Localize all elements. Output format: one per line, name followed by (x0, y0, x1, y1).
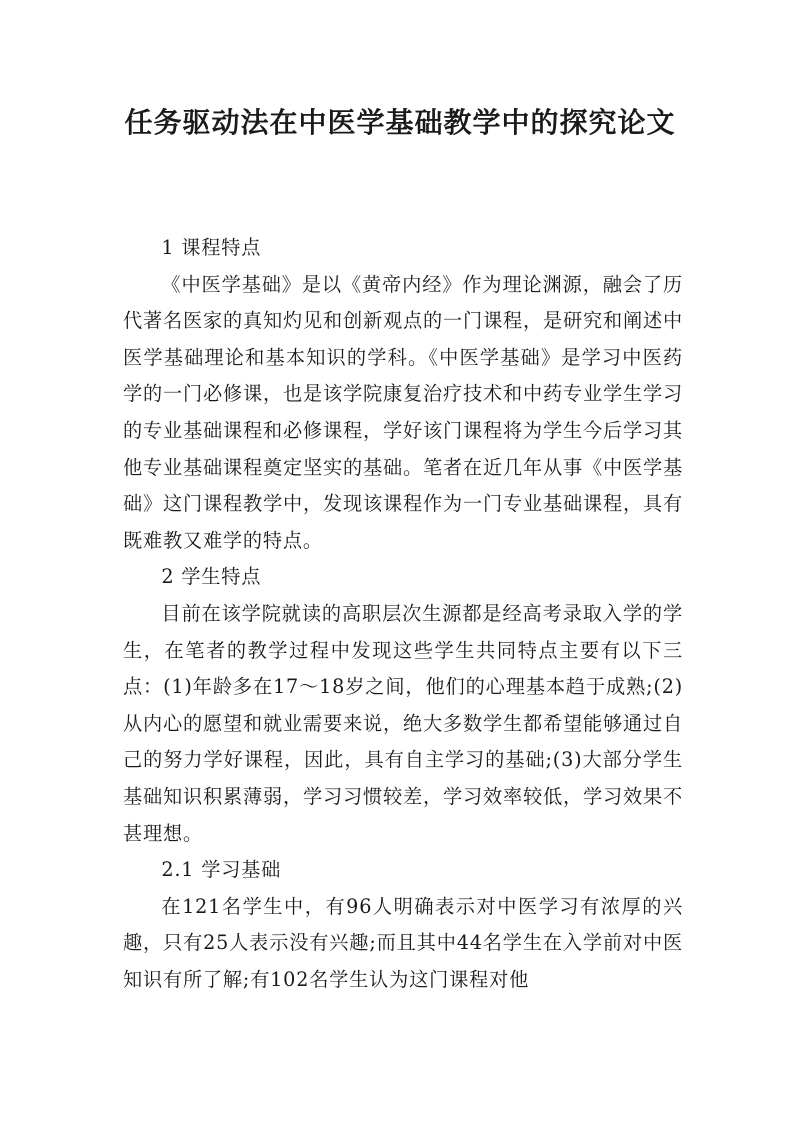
paragraph: 在121名学生中，有96人明确表示对中医学习有浓厚的兴趣，只有25人表示没有兴趣;而且其中44名学生在入学前对中医知识有所了解;有102名学生认为这门课程对他 (123, 894, 683, 991)
section-heading: 2.1 学习基础 (161, 858, 282, 882)
section-heading: 2 学生特点 (161, 565, 262, 589)
paragraph: 《中医学基础》是以《黄帝内经》作为理论渊源，融会了历代著名医家的真知灼见和创新观点的一门课程，是研究和阐述中医学基础理论和基本知识的学科。《中医学基础》是学习中医药学的一门必修课，也是该学院康复治疗技术和中药专业学生学习的专业基础课程和必修课程，学好该门课程将为学生今后学习其他专业基础课程奠定坚实的基础。笔者在近几年从事《中医学基础》这门课程教学中，发现该课程作为一门专业基础课程，具有既难教又难学的特点。 (123, 272, 683, 552)
paragraph: 目前在该学院就读的高职层次生源都是经高考录取入学的学生，在笔者的教学过程中发现这些学生共同特点主要有以下三点：(1)年龄多在17～18岁之间，他们的心理基本趋于成熟;(2)从内心的愿望和就业需要来说，绝大多数学生都希望能够通过自己的努力学好课程，因此，具有自主学习的基础;(3)大部分学生基础知识积累薄弱，学习习惯较差，学习效率较低，学习效果不甚理想。 (123, 601, 683, 845)
section-heading: 1 课程特点 (161, 236, 262, 259)
document-body (123, 230, 683, 998)
document-title: 任务驱动法在中医学基础教学中的探究论文 (124, 106, 676, 139)
